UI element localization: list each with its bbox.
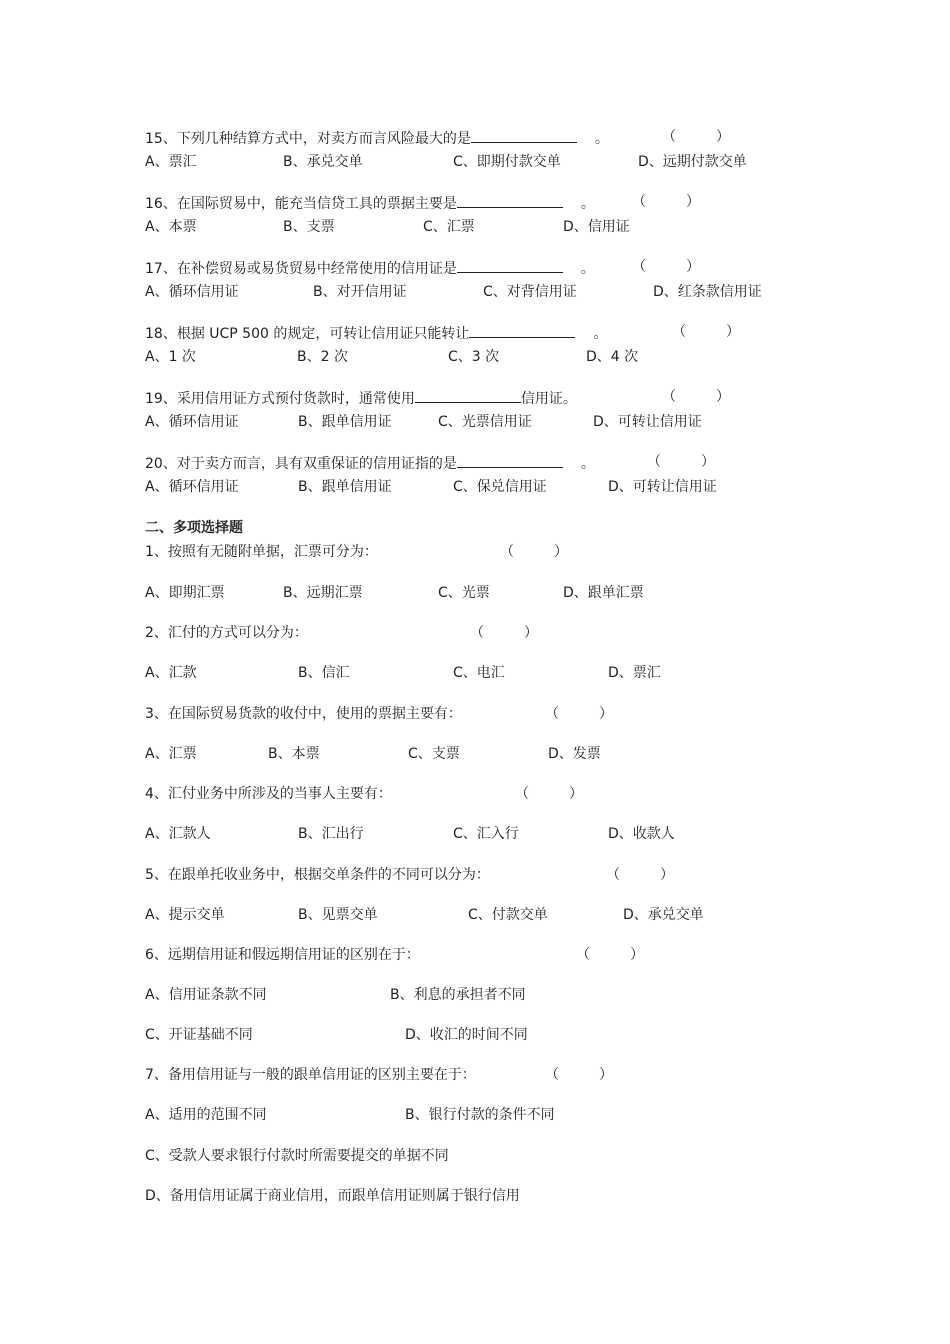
option-b: B、跟单信用证 xyxy=(298,414,392,430)
multi-question-3: 3、在国际贸易货款的收付中，使用的票据主要有： xyxy=(145,706,462,722)
option-b: B、2 次 xyxy=(297,349,348,365)
question-tail: 。 xyxy=(580,196,595,212)
answer-parens: （ ） xyxy=(632,194,700,210)
option-d: D、4 次 xyxy=(586,349,639,365)
option-a: A、循环信用证 xyxy=(145,414,239,430)
question-15 xyxy=(145,128,609,148)
multi-question-4: 4、汇付业务中所涉及的当事人主要有： xyxy=(145,786,392,802)
option-b: B、远期汇票 xyxy=(283,585,363,601)
answer-blank xyxy=(457,193,563,208)
option-c: C、开证基础不同 xyxy=(145,1027,253,1043)
answer-parens: （ ） xyxy=(632,259,700,275)
option-c: C、电汇 xyxy=(453,665,505,681)
option-d: D、信用证 xyxy=(563,219,630,235)
option-d: D、可转让信用证 xyxy=(593,414,702,430)
option-b: B、银行付款的条件不同 xyxy=(405,1107,555,1123)
option-a: A、汇款 xyxy=(145,665,197,681)
question-19 xyxy=(145,388,577,408)
option-c: C、保兑信用证 xyxy=(453,479,547,495)
option-c: C、即期付款交单 xyxy=(453,154,561,170)
question-stem: 19、采用信用证方式预付货款时，通常使用 xyxy=(145,391,415,407)
option-c: C、付款交单 xyxy=(468,907,548,923)
answer-parens: （ ） xyxy=(672,324,740,340)
option-c: C、汇票 xyxy=(423,219,475,235)
option-a: A、信用证条款不同 xyxy=(145,987,267,1003)
question-tail: 。 xyxy=(594,131,609,147)
option-a: A、本票 xyxy=(145,219,197,235)
question-stem: 15、下列几种结算方式中，对卖方而言风险最大的是 xyxy=(145,131,471,147)
option-c: C、对背信用证 xyxy=(483,284,577,300)
option-d: D、可转让信用证 xyxy=(608,479,717,495)
option-b: B、跟单信用证 xyxy=(298,479,392,495)
option-a: A、票汇 xyxy=(145,154,197,170)
answer-parens: （ ） xyxy=(500,544,568,560)
option-b: B、对开信用证 xyxy=(313,284,407,300)
option-c: C、光票 xyxy=(438,585,490,601)
option-c: C、3 次 xyxy=(448,349,500,365)
option-d: D、承兑交单 xyxy=(623,907,704,923)
question-tail: 信用证。 xyxy=(520,391,577,407)
answer-blank xyxy=(457,258,563,273)
answer-parens: （ ） xyxy=(606,867,674,883)
multi-question-2: 2、汇付的方式可以分为： xyxy=(145,625,308,641)
answer-blank xyxy=(469,323,575,338)
question-tail: 。 xyxy=(580,456,595,472)
multi-question-7: 7、备用信用证与一般的跟单信用证的区别主要在于： xyxy=(145,1067,476,1083)
option-d: D、备用信用证属于商业信用，而跟单信用证则属于银行信用 xyxy=(145,1188,520,1204)
option-d: D、远期付款交单 xyxy=(638,154,747,170)
answer-parens: （ ） xyxy=(662,389,730,405)
answer-parens: （ ） xyxy=(647,454,715,470)
question-18 xyxy=(145,323,607,343)
option-a: A、提示交单 xyxy=(145,907,225,923)
question-tail: 。 xyxy=(593,326,608,342)
question-stem: 17、在补偿贸易或易货贸易中经常使用的信用证是 xyxy=(145,261,457,277)
multi-question-5: 5、在跟单托收业务中，根据交单条件的不同可以分为： xyxy=(145,867,490,883)
question-17 xyxy=(145,258,595,278)
answer-blank xyxy=(457,453,563,468)
option-a: A、1 次 xyxy=(145,349,196,365)
option-a: A、汇票 xyxy=(145,746,197,762)
option-a: A、循环信用证 xyxy=(145,284,239,300)
answer-blank xyxy=(471,128,577,143)
question-16 xyxy=(145,193,595,213)
option-c: C、受款人要求银行付款时所需要提交的单据不同 xyxy=(145,1148,449,1164)
multi-question-1: 1、按照有无随附单据，汇票可分为： xyxy=(145,544,378,560)
question-stem: 18、根据 UCP 500 的规定，可转让信用证只能转让 xyxy=(145,326,470,342)
option-a: A、循环信用证 xyxy=(145,479,239,495)
option-d: D、收款人 xyxy=(608,826,675,842)
option-d: D、跟单汇票 xyxy=(563,585,644,601)
option-d: D、红条款信用证 xyxy=(653,284,762,300)
answer-blank xyxy=(415,388,521,403)
option-b: B、见票交单 xyxy=(298,907,378,923)
answer-parens: （ ） xyxy=(545,706,613,722)
question-tail: 。 xyxy=(580,261,595,277)
option-d: D、票汇 xyxy=(608,665,661,681)
option-a: A、适用的范围不同 xyxy=(145,1107,267,1123)
option-c: C、汇入行 xyxy=(453,826,519,842)
option-b: B、本票 xyxy=(268,746,320,762)
answer-parens: （ ） xyxy=(662,129,730,145)
option-b: B、利息的承担者不同 xyxy=(390,987,526,1003)
option-c: C、光票信用证 xyxy=(438,414,532,430)
option-b: B、承兑交单 xyxy=(283,154,363,170)
option-a: A、即期汇票 xyxy=(145,585,225,601)
question-20 xyxy=(145,453,595,473)
answer-parens: （ ） xyxy=(545,1067,613,1083)
option-b: B、汇出行 xyxy=(298,826,364,842)
question-stem: 16、在国际贸易中，能充当信贷工具的票据主要是 xyxy=(145,196,457,212)
option-a: A、汇款人 xyxy=(145,826,211,842)
option-b: B、支票 xyxy=(283,219,335,235)
multi-question-6: 6、远期信用证和假远期信用证的区别在于： xyxy=(145,947,420,963)
option-c: C、支票 xyxy=(408,746,460,762)
answer-parens: （ ） xyxy=(515,786,583,802)
answer-parens: （ ） xyxy=(470,625,538,641)
section-title: 二、多项选择题 xyxy=(145,520,243,536)
answer-parens: （ ） xyxy=(576,947,644,963)
option-d: D、发票 xyxy=(548,746,601,762)
question-stem: 20、对于卖方而言，具有双重保证的信用证指的是 xyxy=(145,456,457,472)
option-b: B、信汇 xyxy=(298,665,350,681)
option-d: D、收汇的时间不同 xyxy=(405,1027,528,1043)
